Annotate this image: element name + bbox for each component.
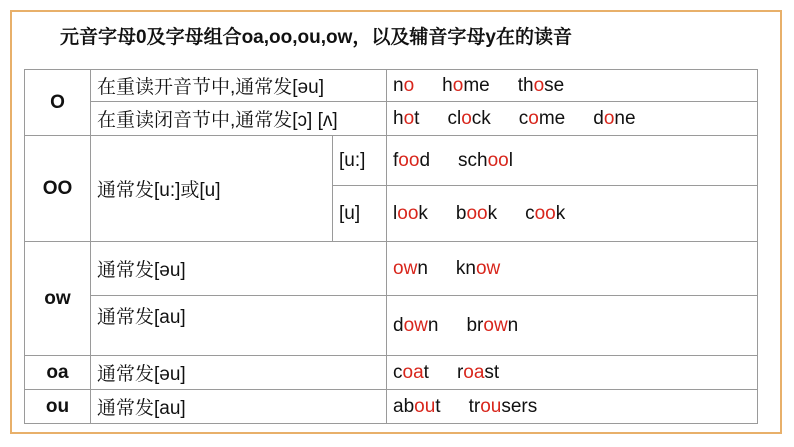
sub-oo-long: [u:] xyxy=(333,136,387,186)
highlighted-letters: oo xyxy=(466,202,488,224)
word-part: cl xyxy=(447,107,462,129)
word-part: tr xyxy=(468,395,481,417)
highlighted-letters: ou xyxy=(414,395,436,417)
example-word xyxy=(393,108,419,130)
examples-o-open xyxy=(387,70,758,102)
example-word xyxy=(466,315,518,337)
example-word xyxy=(456,203,497,225)
table-row xyxy=(25,296,758,356)
highlighted-letters: ow xyxy=(403,314,428,336)
word-part: b xyxy=(455,202,467,224)
highlighted-letters: oo xyxy=(398,149,420,171)
examples-oo-long xyxy=(387,136,758,186)
word-part: d xyxy=(393,314,404,336)
highlighted-letters: oo xyxy=(397,202,419,224)
highlighted-letters: o xyxy=(452,74,464,96)
examples-oo-short xyxy=(387,186,758,242)
word-part: sch xyxy=(458,149,488,171)
word-part: br xyxy=(466,314,484,336)
rule-oa: 通常发[əu] xyxy=(91,356,387,390)
rule-o-open: 在重读开音节中,通常发[əu] xyxy=(91,70,387,102)
example-word xyxy=(457,362,499,384)
examples-ow-ou xyxy=(387,242,758,296)
example-word xyxy=(393,150,430,172)
examples-ow-au xyxy=(387,296,758,356)
highlighted-letters: ow xyxy=(393,257,418,279)
word-part: t xyxy=(423,361,429,383)
example-word xyxy=(393,203,428,225)
word-part: th xyxy=(517,74,534,96)
example-word xyxy=(393,315,438,337)
word-part: d xyxy=(593,107,604,129)
word-part: n xyxy=(417,257,428,279)
word-part: st xyxy=(484,361,500,383)
highlighted-letters: ow xyxy=(483,314,508,336)
examples-oa xyxy=(387,356,758,390)
letter-ow: ow xyxy=(25,242,91,356)
phonics-table xyxy=(24,69,758,424)
word-part: c xyxy=(393,361,403,383)
example-word xyxy=(442,75,490,97)
table-row xyxy=(25,390,758,424)
examples-o-closed xyxy=(387,102,758,136)
word-part: r xyxy=(456,361,464,383)
word-part: k xyxy=(555,202,566,224)
highlighted-letters: ou xyxy=(480,395,502,417)
example-word xyxy=(525,203,565,225)
highlighted-letters: oo xyxy=(534,202,556,224)
word-part: ck xyxy=(471,107,491,129)
word-part: d xyxy=(419,149,431,171)
example-word xyxy=(447,108,490,130)
letter-oa: oa xyxy=(25,356,91,390)
rule-oo: 通常发[u:]或[u] xyxy=(91,136,333,242)
word-part: l xyxy=(508,149,513,171)
letter-ou: ou xyxy=(25,390,91,424)
example-word xyxy=(519,108,565,130)
word-part: h xyxy=(442,74,453,96)
word-part: k xyxy=(418,202,428,224)
word-part: n xyxy=(427,314,439,336)
highlighted-letters: oo xyxy=(487,149,509,171)
table-row xyxy=(25,136,758,186)
word-part: sers xyxy=(501,395,538,417)
word-part: l xyxy=(393,202,398,224)
word-part: ne xyxy=(614,107,636,129)
highlighted-letters: o xyxy=(403,107,415,129)
rule-o-closed: 在重读闭音节中,通常发[ɔ] [ʌ] xyxy=(91,102,387,136)
word-part: c xyxy=(525,202,535,224)
letter-oo: OO xyxy=(25,136,91,242)
word-part: me xyxy=(463,74,490,96)
highlighted-letters: o xyxy=(533,74,545,96)
example-word xyxy=(456,258,500,280)
highlighted-letters: oa xyxy=(463,361,485,383)
rule-ow-ou: 通常发[əu] xyxy=(91,242,387,296)
highlighted-letters: o xyxy=(603,107,615,129)
example-word xyxy=(458,150,513,172)
word-part: t xyxy=(414,107,420,129)
highlighted-letters: o xyxy=(461,107,472,129)
table-row xyxy=(25,102,758,136)
example-word xyxy=(393,396,441,418)
page-title: 元音字母0及字母组合oa,oo,ou,ow，以及辅音字母y在的读音 xyxy=(60,27,572,48)
word-part: t xyxy=(435,395,441,417)
rule-ow-au: 通常发[au] xyxy=(91,296,387,356)
word-part: me xyxy=(538,107,566,129)
table-row xyxy=(25,70,758,102)
rule-ou: 通常发[au] xyxy=(91,390,387,424)
highlighted-letters: ow xyxy=(475,257,501,279)
example-word xyxy=(518,75,565,97)
highlighted-letters: o xyxy=(528,107,539,129)
sub-oo-short: [u] xyxy=(333,186,387,242)
table-row xyxy=(25,242,758,296)
example-word xyxy=(593,108,635,130)
word-part: se xyxy=(544,74,565,96)
example-word xyxy=(393,258,428,280)
highlighted-letters: o xyxy=(403,74,415,96)
example-word xyxy=(393,362,429,384)
word-part: h xyxy=(393,107,404,129)
word-part: k xyxy=(487,202,498,224)
examples-ou xyxy=(387,390,758,424)
highlighted-letters: oa xyxy=(402,361,424,383)
word-part: f xyxy=(393,149,399,171)
letter-o: O xyxy=(25,70,91,136)
table-row xyxy=(25,356,758,390)
word-part: n xyxy=(507,314,519,336)
example-word xyxy=(469,396,538,418)
word-part: c xyxy=(518,107,529,129)
word-part: ab xyxy=(393,395,415,417)
word-part: kn xyxy=(455,257,476,279)
example-word xyxy=(393,75,414,97)
word-part: n xyxy=(393,74,404,96)
